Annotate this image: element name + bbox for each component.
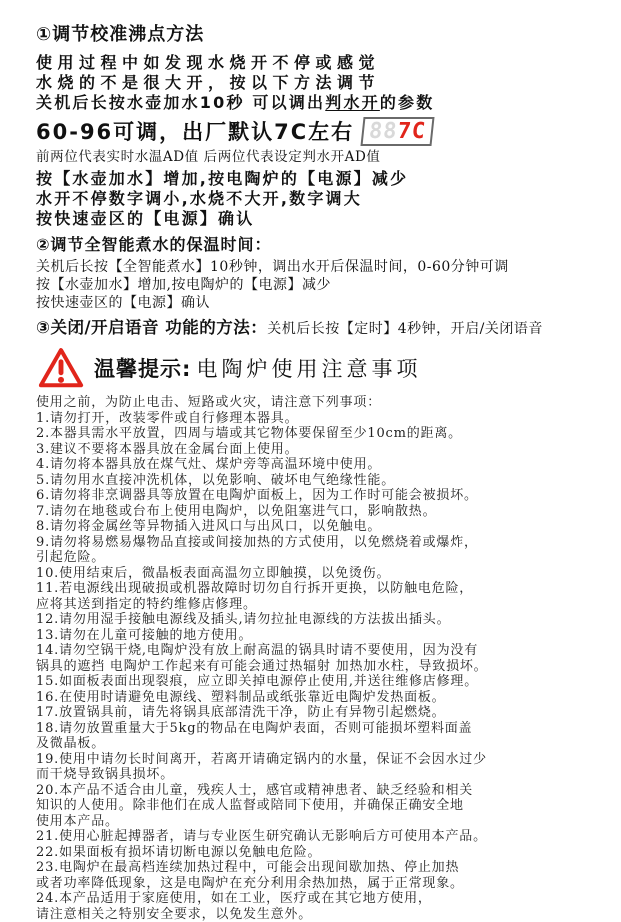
- button-hint-line: 按【水壶加水】增加,按电陶炉的【电源】减少: [36, 169, 603, 189]
- notice-line: 7.请勿在地毯或台布上使用电陶炉，以免阻塞进气口，影响散热。: [36, 504, 603, 520]
- notice-line: 锅具的遮挡 电陶炉工作起来有可能会通过热辐射 加热加水柱，导致损坏。: [36, 659, 603, 675]
- notice-line: 6.请勿将非烹调器具等放置在电陶炉面板上，因为工作时可能会被损坏。: [36, 488, 603, 504]
- section2-heading: ②调节全智能煮水的保温时间：: [36, 232, 603, 255]
- voice-toggle-row: [36, 314, 603, 338]
- notice-line: 使用本产品。: [36, 814, 603, 830]
- notice-line: 22.如果面板有损坏请切断电源以免触电危险。: [36, 845, 603, 861]
- notice-line: 12.请勿用湿手接触电源线及插头,请勿拉扯电源线的方法拔出插头。: [36, 612, 603, 628]
- notice-line: 18.请勿放置重量大于5kg的物品在电陶炉表面，否则可能损坏塑料面盖: [36, 721, 603, 737]
- notice-line: 13.请勿在儿童可接触的地方使用。: [36, 628, 603, 644]
- notice-line: 21.使用心脏起搏器者，请与专业医生研究确认无影响后方可使用本产品。: [36, 829, 603, 845]
- notice-line: 或者功率降低现象，这是电陶炉在充分利用余热加热，属于正常现象。: [36, 876, 603, 892]
- warning-title: 温馨提示: 电陶炉使用注意事项: [94, 353, 422, 383]
- default-value-row: [36, 116, 603, 146]
- notice-line: 应将其送到指定的特约维修店修理。: [36, 597, 603, 613]
- notice-line: 23.电陶炉在最高档连续加热过程中，可能会出现间歇加热、停止加热: [36, 860, 603, 876]
- notice-line: 请注意相关之特别安全要求，以免发生意外。: [36, 907, 603, 922]
- notice-line: 引起危险。: [36, 550, 603, 566]
- notice-line: 11.若电源线出现破损或机器故障时切勿自行拆开更换，以防触电危险，: [36, 581, 603, 597]
- notice-line: 10.使用结束后，微晶板表面高温勿立即触摸，以免烫伤。: [36, 566, 603, 582]
- notice-line: 知识的人使用。除非他们在成人监督或陪同下使用，并确保正确安全地: [36, 798, 603, 814]
- notice-line: 19.使用中请勿长时间离开，若离开请确定锅内的水量，保证不会因水过少: [36, 752, 603, 768]
- notice-line: 8.请勿将金属丝等异物插入进风口与出风口，以免触电。: [36, 519, 603, 535]
- button-hint-line: 水开不停数字调小,水烧不大开,数字调大: [36, 189, 603, 209]
- voice-toggle-text: 关机后长按【定时】4秒钟，开启/关闭语音: [267, 321, 543, 337]
- notice-line: 1.请勿打开，改装零件或自行修理本器具。: [36, 411, 603, 427]
- notice-line: 及微晶板。: [36, 736, 603, 752]
- notice-line: 2.本器具需水平放置，四周与墙或其它物体要保留至少10cm的距离。: [36, 426, 603, 442]
- keepwarm-line: 按快速壶区的【电源】确认: [36, 294, 603, 312]
- instruction-line: 使用过程中如发现水烧开不停或感觉: [36, 53, 603, 73]
- instruction-line: 水烧的不是很大开，按以下方法调节: [36, 73, 603, 93]
- button-hint-line: 按快速壶区的【电源】确认: [36, 209, 603, 229]
- notice-line: 3.建议不要将本器具放在金属台面上使用。: [36, 442, 603, 458]
- default-value-text: 60-96可调，出厂默认7C左右: [36, 116, 354, 146]
- notice-line: 而干烧导致锅具损坏。: [36, 767, 603, 783]
- notice-line: 9.请勿将易燃易爆物品直接或间接加热的方式使用，以免燃烧着或爆炸，: [36, 535, 603, 551]
- safety-notice: [36, 395, 603, 922]
- led-ghost-digits: 88: [368, 119, 399, 144]
- section1-heading: ①调节校准沸点方法: [36, 20, 603, 46]
- notice-line: 4.请勿将本器具放在煤气灶、煤炉旁等高温环境中使用。: [36, 457, 603, 473]
- notice-line: 16.在使用时请避免电源线、塑料制品或纸张靠近电陶炉发热面板。: [36, 690, 603, 706]
- warning-triangle-icon: [38, 347, 84, 389]
- boiling-param-line: 关机后长按水壶加水10秒 可以调出判水开的参数: [36, 93, 603, 113]
- ad-note: 前两位代表实时水温AD值 后两位代表设定判水开AD值: [36, 149, 603, 166]
- underlined-term: 判水开: [325, 93, 380, 112]
- notice-line: 14.请勿空锅干烧,电陶炉没有放上耐高温的锅具时请不要使用，因为没有: [36, 643, 603, 659]
- section3-heading: ③关闭/开启语音 功能的方法：: [36, 318, 267, 337]
- keepwarm-line: 按【水壶加水】增加,按电陶炉的【电源】减少: [36, 276, 603, 294]
- keepwarm-line: 关机后长按【全智能煮水】10秒钟，调出水开后保温时间，0-60分钟可调: [36, 258, 603, 276]
- warning-header: [38, 347, 603, 389]
- notice-list: [36, 411, 603, 922]
- notice-line: 20.本产品不适合由儿童，残疾人士，感官或精神患者、缺乏经验和相关: [36, 783, 603, 799]
- notice-line: 24.本产品适用于家庭使用，如在工业，医疗或在其它地方使用，: [36, 891, 603, 907]
- led-value-digits: 7C: [396, 119, 427, 144]
- notice-intro: 使用之前，为防止电击、短路或火灾，请注意下列事项：: [36, 395, 603, 411]
- led-display: [361, 117, 435, 146]
- notice-line: 17.放置锅具前，请先将锅具底部清洗干净，防止有异物引起燃烧。: [36, 705, 603, 721]
- notice-line: 15.如面板表面出现裂痕，应立即关掉电源停止使用,并送往维修店修理。: [36, 674, 603, 690]
- notice-line: 5.请勿用水直接冲洗机体，以免影响、破坏电气绝缘性能。: [36, 473, 603, 489]
